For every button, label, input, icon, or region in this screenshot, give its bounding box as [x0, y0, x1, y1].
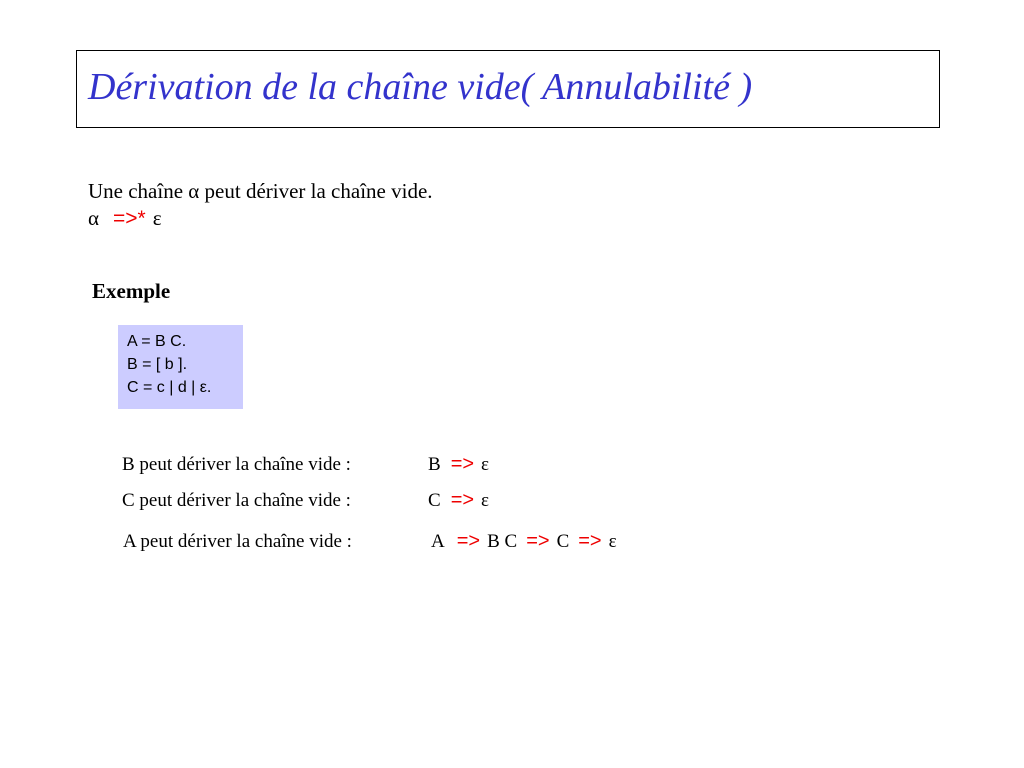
derive-arrow: =>	[526, 530, 550, 552]
derivation-formula	[428, 452, 489, 477]
derivation-description: C peut dériver la chaîne vide :	[122, 490, 351, 511]
epsilon-symbol: ε	[152, 206, 162, 230]
derivation-result: ε	[481, 490, 490, 511]
derivation-start: C	[428, 490, 441, 511]
intro-sentence: Une chaîne α peut dériver la chaîne vide.	[88, 179, 433, 203]
title-box	[76, 50, 940, 128]
grammar-rule: A = B C.	[127, 333, 187, 350]
derivation-description: B peut dériver la chaîne vide :	[122, 454, 351, 475]
derivation-start: A	[431, 531, 445, 552]
example-heading: Exemple	[92, 279, 171, 303]
intro-block	[88, 178, 433, 232]
derivation-result: ε	[608, 531, 617, 552]
derivation-result: B C	[487, 531, 518, 552]
grammar-rule: C = c | d | ε.	[127, 379, 212, 396]
derivation-formula	[431, 529, 617, 554]
derivation-result: ε	[481, 454, 490, 475]
derive-star-arrow: =>*	[113, 207, 146, 230]
alpha-symbol: α	[88, 206, 100, 230]
grammar-box	[118, 325, 243, 409]
derivation-result: C	[556, 531, 570, 552]
grammar-rule: B = [ b ].	[127, 356, 188, 373]
derivation-row	[123, 529, 617, 554]
derive-arrow: =>	[450, 489, 475, 511]
derivation-row	[122, 452, 489, 477]
intro-formula	[88, 205, 433, 232]
derive-arrow: =>	[578, 530, 602, 552]
derive-arrow: =>	[450, 453, 475, 475]
derive-arrow: =>	[456, 530, 481, 552]
slide-title: Dérivation de la chaîne vide( Annulabilité )	[88, 66, 753, 108]
derivation-description: A peut dériver la chaîne vide :	[123, 531, 352, 552]
derivation-start: B	[428, 454, 441, 475]
derivation-formula	[428, 488, 489, 513]
derivation-row	[122, 488, 489, 513]
